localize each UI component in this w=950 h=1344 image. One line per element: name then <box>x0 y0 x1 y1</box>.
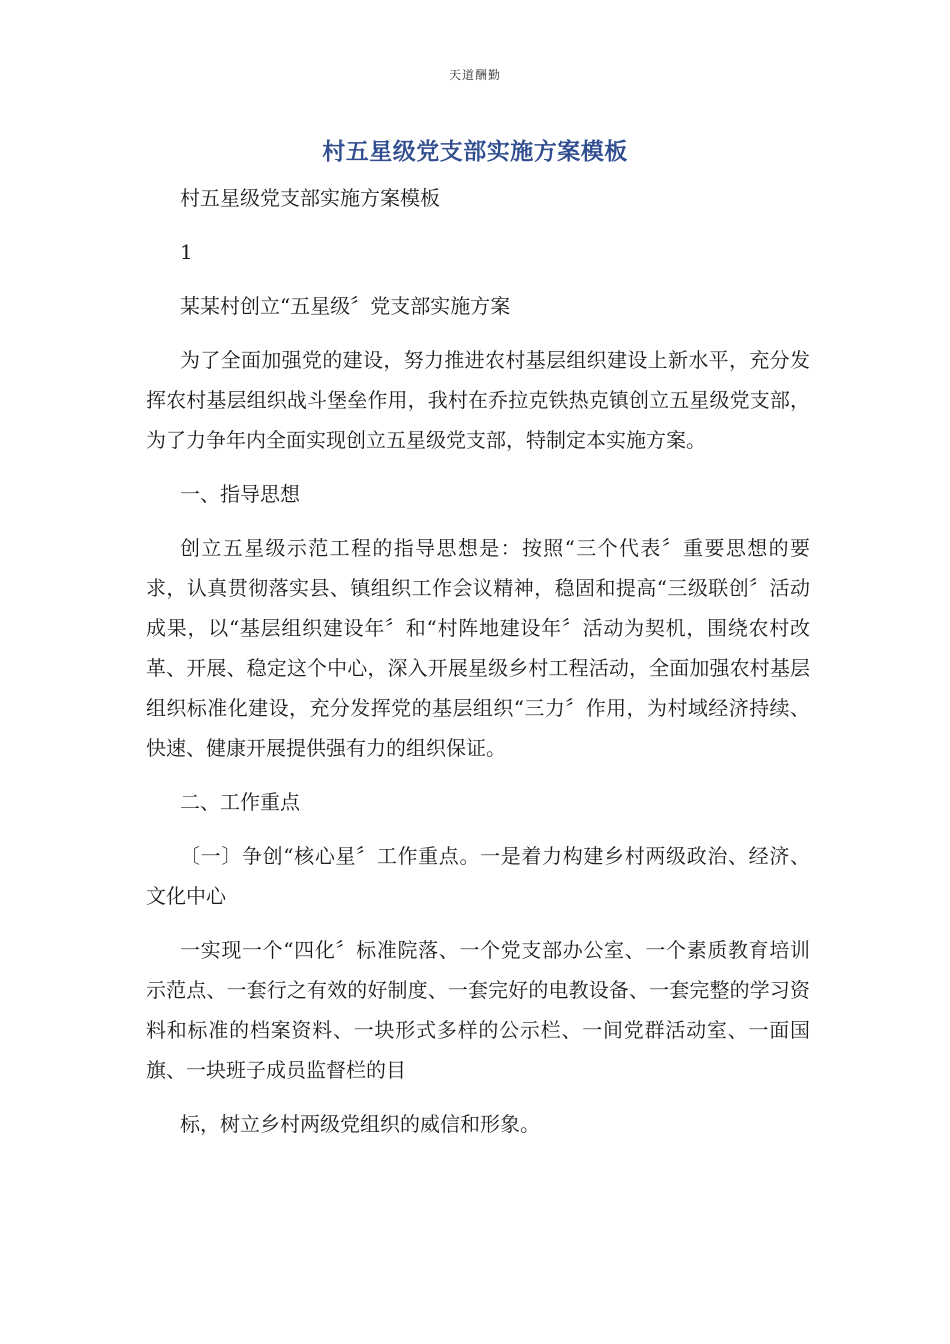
header-mark: 天道酬勤 <box>448 68 501 82</box>
section-heading-guiding: 一、指导思想 <box>180 482 300 506</box>
paragraph-number: 1 <box>180 240 193 264</box>
paragraph-subtitle: 村五星级党支部实施方案模板 <box>180 186 440 210</box>
paragraph-intro: 为了全面加强党的建设，努力推进农村基层组织建设上新水平，充分发挥农村基层组织战斗堡垒作用，我村在乔拉克铁热克镇创立五星级党支部，为了力争年内全面实现创立五星级党支部，特制定本实施方案。 <box>146 348 810 452</box>
page-title: 村五星级党支部实施方案模板 <box>322 139 628 165</box>
paragraph-focus-2: 一实现一个“四化〞标准院落、一个党支部办公室、一个素质教育培训示范点、一套行之有效的好制度、一套完好的电教设备、一套完整的学习资料和标准的档案资料、一块形式多样的公示栏、一间党群活动室、一面国旗、一块班子成员监督栏的目 <box>146 938 810 1082</box>
paragraph-focus-1: 〔一〕争创“核心星〞工作重点。一是着力构建乡村两级政治、经济、文化中心 <box>146 844 810 908</box>
paragraph-plan-heading: 某某村创立“五星级〞党支部实施方案 <box>180 294 511 318</box>
paragraph-focus-3: 标，树立乡村两级党组织的威信和形象。 <box>180 1112 540 1136</box>
paragraph-guiding: 创立五星级示范工程的指导思想是：按照“三个代表〞重要思想的要求，认真贯彻落实县、镇组织工作会议精神，稳固和提高“三级联创〞活动成果，以“基层组织建设年〞和“村阵地建设年〞活动为契机，围绕农村改革、开展、稳定这个中心，深入开展星级乡村工程活动，全面加强农村基层组织标准化建设，充分发挥党的基层组织“三力〞作用，为村域经济持续、快速、健康开展提供强有力的组织保证。 <box>146 536 810 760</box>
document-body <box>146 178 810 1158</box>
section-heading-focus: 二、工作重点 <box>180 790 300 814</box>
